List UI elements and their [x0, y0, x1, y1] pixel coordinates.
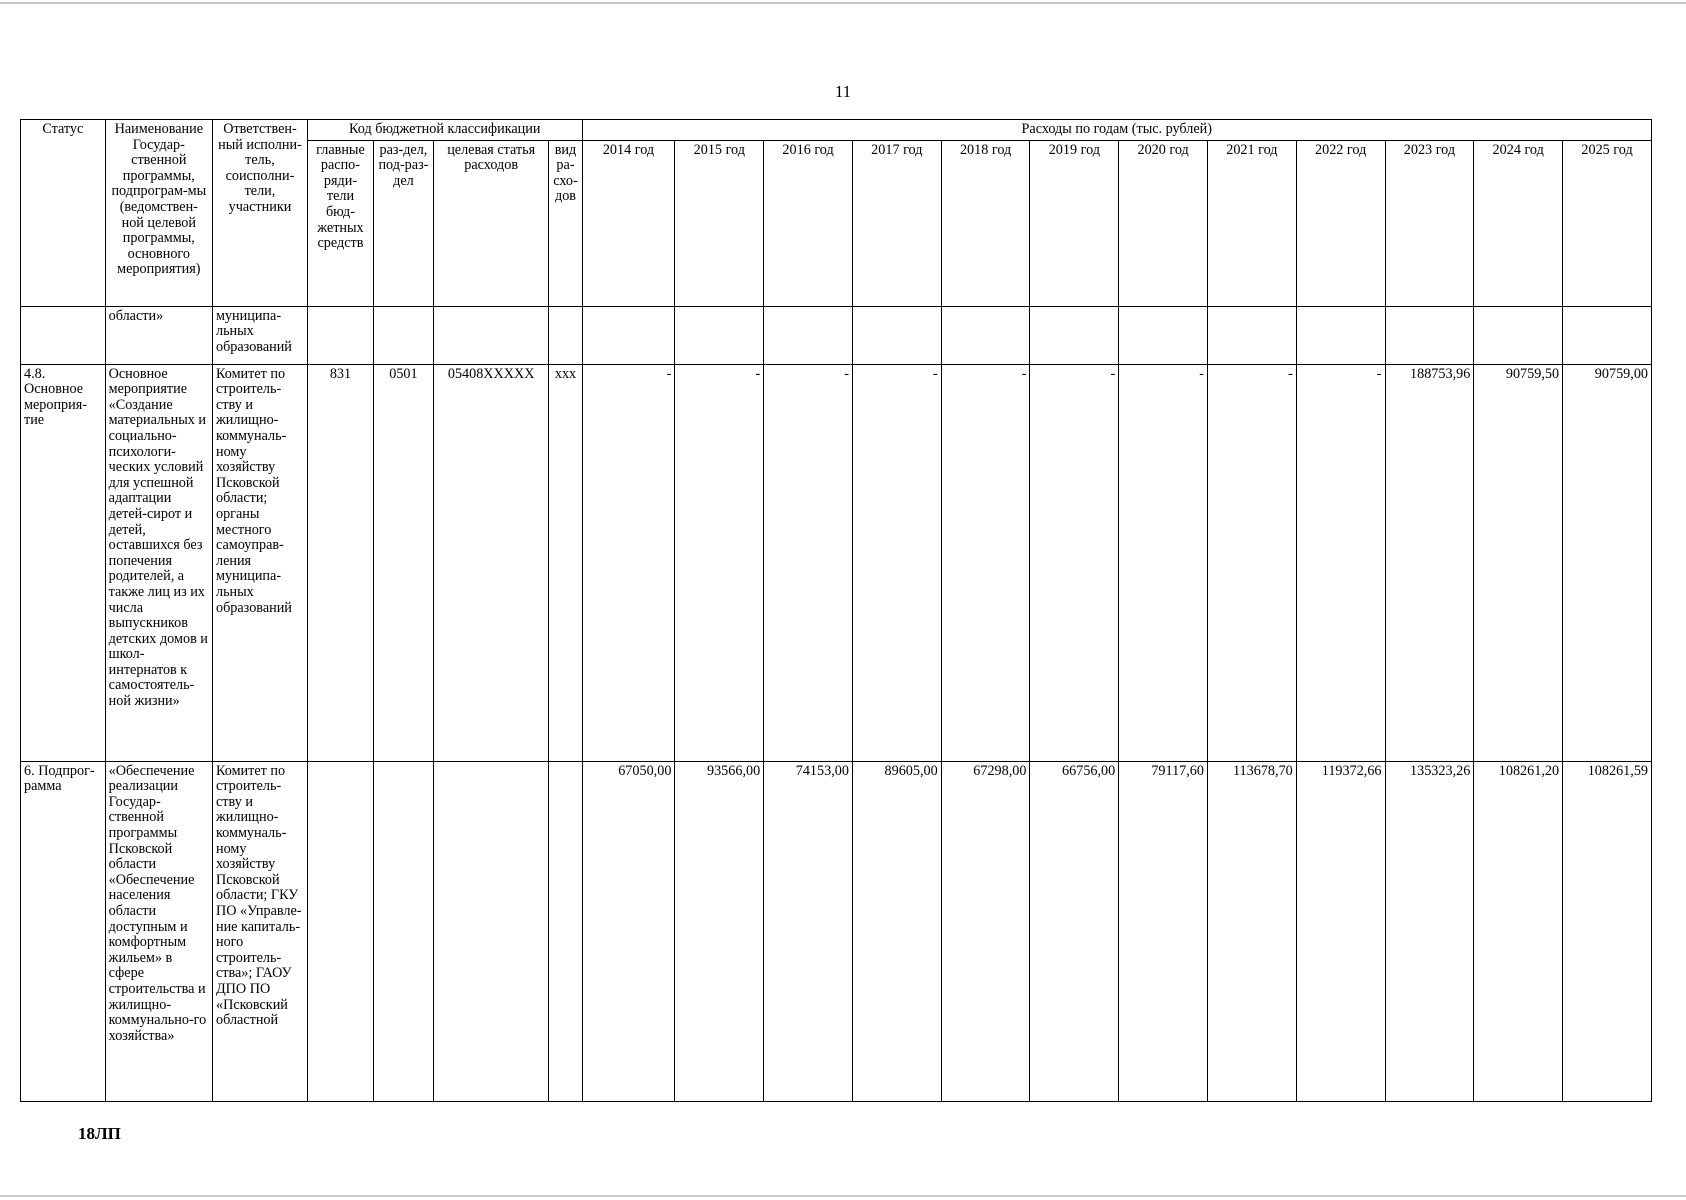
- value-cell: -: [675, 364, 764, 761]
- value-cell: -: [582, 364, 675, 761]
- header-year: 2015 год: [675, 140, 764, 306]
- value-cell: [764, 306, 853, 364]
- header-year: 2025 год: [1563, 140, 1652, 306]
- value-cell: [1474, 306, 1563, 364]
- value-cell: -: [764, 364, 853, 761]
- header-year: 2022 год: [1296, 140, 1385, 306]
- header-year: 2023 год: [1385, 140, 1474, 306]
- header-budget-code: Код бюджетной классификации: [307, 120, 582, 141]
- header-year: 2019 год: [1030, 140, 1119, 306]
- budget-table: [20, 119, 1652, 1102]
- header-year: 2021 год: [1208, 140, 1297, 306]
- table-row: [21, 364, 1652, 761]
- value-cell: 108261,59: [1563, 761, 1652, 1101]
- header-status: Статус: [21, 120, 106, 307]
- type-cell: [549, 306, 582, 364]
- page-number: 11: [834, 82, 852, 101]
- section-cell: [374, 306, 434, 364]
- value-cell: [941, 306, 1030, 364]
- value-cell: [852, 306, 941, 364]
- header-year: 2018 год: [941, 140, 1030, 306]
- header-year: 2014 год: [582, 140, 675, 306]
- header-year: 2016 год: [764, 140, 853, 306]
- value-cell: [1208, 306, 1297, 364]
- scan-edge-top: [0, 2, 1686, 4]
- value-cell: 108261,20: [1474, 761, 1563, 1101]
- header-name: Наименование Государ-ственной программы, подпрограм-мы (ведомствен-ной целевой программы, основного мероприятия): [105, 120, 212, 307]
- responsible-cell: муниципа-льных образований: [212, 306, 307, 364]
- footer-document-code: 18ЛП: [78, 1124, 121, 1143]
- status-cell: 6. Подпрог-рамма: [21, 761, 106, 1101]
- value-cell: -: [1296, 364, 1385, 761]
- value-cell: 66756,00: [1030, 761, 1119, 1101]
- type-cell: [549, 761, 582, 1101]
- name-cell: Основное мероприятие «Создание материальных и социально-психологи-ческих условий для успешной адаптации детей-сирот и детей, оставшихся без попечения родителей, а также лиц из их числа выпускников детских домов и школ-интернатов к самостоятель-ной жизни»: [105, 364, 212, 761]
- header-section: раз-дел, под-раз-дел: [374, 140, 434, 306]
- value-cell: [675, 306, 764, 364]
- header-year: 2020 год: [1119, 140, 1208, 306]
- value-cell: 90759,00: [1563, 364, 1652, 761]
- value-cell: 89605,00: [852, 761, 941, 1101]
- section-cell: 0501: [374, 364, 434, 761]
- grbs-cell: [307, 306, 373, 364]
- value-cell: -: [1119, 364, 1208, 761]
- value-cell: [1296, 306, 1385, 364]
- value-cell: 188753,96: [1385, 364, 1474, 761]
- value-cell: 113678,70: [1208, 761, 1297, 1101]
- table-row: [21, 306, 1652, 364]
- target-cell: [433, 761, 549, 1101]
- value-cell: [582, 306, 675, 364]
- value-cell: -: [941, 364, 1030, 761]
- value-cell: -: [852, 364, 941, 761]
- header-expense-type: вид ра-схо-дов: [549, 140, 582, 306]
- scan-edge-bottom: [0, 1195, 1686, 1197]
- value-cell: [1385, 306, 1474, 364]
- header-expenses-by-year: Расходы по годам (тыс. рублей): [582, 120, 1651, 141]
- value-cell: 90759,50: [1474, 364, 1563, 761]
- value-cell: 67298,00: [941, 761, 1030, 1101]
- value-cell: -: [1030, 364, 1119, 761]
- table-row: [21, 761, 1652, 1101]
- responsible-cell: Комитет по строитель-ству и жилищно-коммуналь-ному хозяйству Псковской области; ГКУ ПО «Управле-ние капиталь-ного строитель-ства»; ГАОУ ДПО ПО «Псковский областной: [212, 761, 307, 1101]
- value-cell: 79117,60: [1119, 761, 1208, 1101]
- header-target-item: целевая статья расходов: [433, 140, 549, 306]
- section-cell: [374, 761, 434, 1101]
- target-cell: 05408XXXXX: [433, 364, 549, 761]
- value-cell: 119372,66: [1296, 761, 1385, 1101]
- value-cell: 74153,00: [764, 761, 853, 1101]
- header-year: 2024 год: [1474, 140, 1563, 306]
- value-cell: 67050,00: [582, 761, 675, 1101]
- value-cell: 93566,00: [675, 761, 764, 1101]
- status-cell: 4.8. Основное мероприя-тие: [21, 364, 106, 761]
- header-grbs: главные распо-ряди-тели бюд-жетных средств: [307, 140, 373, 306]
- name-cell: «Обеспечение реализации Государ-ственной программы Псковской области «Обеспечение населения области доступным и комфортным жильем» в сфере строительства и жилищно-коммунально-го хозяйства»: [105, 761, 212, 1101]
- value-cell: [1563, 306, 1652, 364]
- responsible-cell: Комитет по строитель-ству и жилищно-коммуналь-ному хозяйству Псковской области; органы местного самоуправ-ления муниципа-льных образований: [212, 364, 307, 761]
- value-cell: 135323,26: [1385, 761, 1474, 1101]
- header-year: 2017 год: [852, 140, 941, 306]
- status-cell: [21, 306, 106, 364]
- target-cell: [433, 306, 549, 364]
- header-row-1: [21, 120, 1652, 141]
- grbs-cell: [307, 761, 373, 1101]
- value-cell: -: [1208, 364, 1297, 761]
- value-cell: [1030, 306, 1119, 364]
- type-cell: xxx: [549, 364, 582, 761]
- value-cell: [1119, 306, 1208, 364]
- name-cell: области»: [105, 306, 212, 364]
- grbs-cell: 831: [307, 364, 373, 761]
- header-responsible: Ответствен-ный исполни-тель, соисполни-тели, участники: [212, 120, 307, 307]
